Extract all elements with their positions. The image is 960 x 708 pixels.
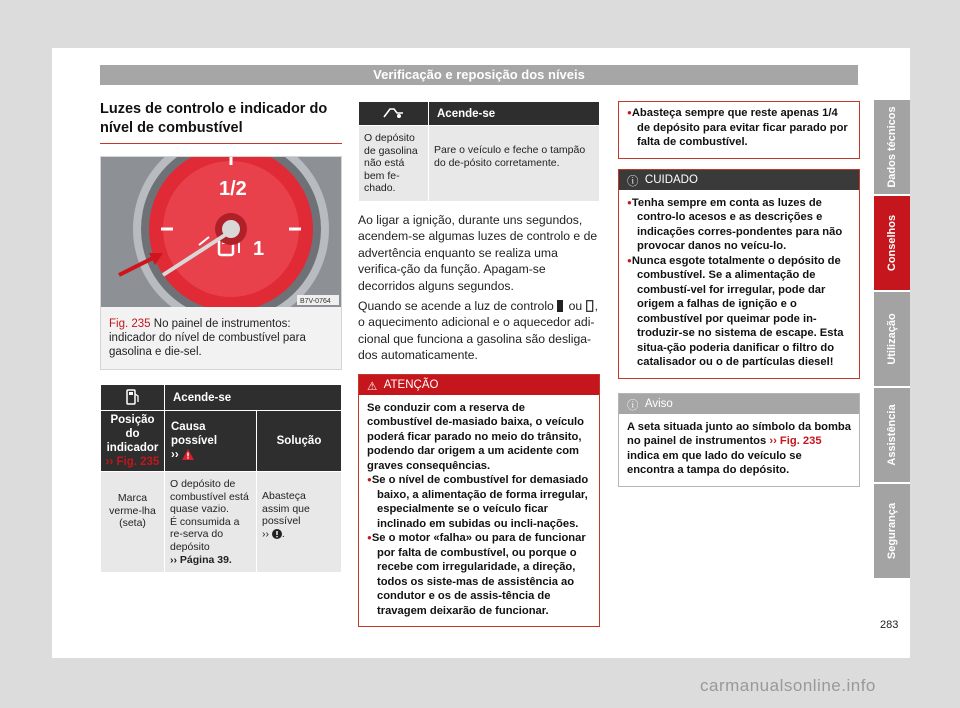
warning-intro: Se conduzir com a reserva de combustível de-masiado baixa, o veículo poderá ficar parado no meio do trânsito, podendo dar origem a um acidente com graves consequências. [367, 401, 584, 472]
col-header-cause-ref: ›› [171, 448, 250, 462]
caution-box [618, 169, 860, 379]
right-column [618, 101, 860, 487]
col-header-position [101, 411, 165, 472]
warning-box-title: ATENÇÃO [383, 378, 439, 391]
gauge-full-label: 1 [253, 238, 265, 260]
fuel-pump-outline-icon [586, 300, 595, 312]
fuel-pump-solid-icon [557, 300, 565, 312]
body-paragraph-1: Ao ligar a ignição, durante uns segundos, acendem-se algumas luzes de controlo e de advertência enquanto se realiza uma verifica-ção da função. Apagam-se decorridos alguns segundos. [358, 212, 598, 293]
cap-table-header: Acende-se [429, 102, 600, 126]
caution-bullet-2: ● Nunca esgote totalmente o depósito de combustível. Se a alimentação de combustí-vel for irregular, pode dar origem a falhas de ignição e o combustível por queimar pode in-troduzir-se no sistema de escape. Esta situa-ção poderia danificar o filtro do catalisador ou o de partículas diesel! [627, 254, 851, 370]
body-paragraph-2-or: ou [568, 299, 583, 313]
caution-box-title: CUIDADO [644, 173, 698, 186]
body-paragraph-2 [358, 298, 600, 364]
note-text-end: indica em que lado do veículo se encontra a tampa do depósito. [627, 449, 802, 476]
figure-label: Fig. 235 [109, 318, 151, 330]
warning-box-header [359, 375, 599, 395]
col-header-position-ref[interactable]: ›› Fig. 235 [105, 456, 160, 468]
tab-seguranca[interactable]: Segurança [874, 484, 910, 578]
note-figure-ref[interactable]: ›› Fig. 235 [769, 435, 822, 447]
gauge-half-label: 1/2 [219, 178, 247, 200]
caution-icon: ⓘ [627, 175, 639, 188]
fuel-gauge-image [101, 157, 341, 307]
cap-table [358, 101, 600, 202]
tab-assistencia[interactable]: Assistência [874, 388, 910, 482]
col-header-position-text: Posição do indicador [106, 414, 159, 454]
middle-column [358, 101, 600, 627]
cell-cause-text: O depósito de combustível está quase vazio. [170, 478, 249, 516]
figure-caption [101, 307, 341, 369]
note-box-body [619, 414, 859, 486]
note-box-header [619, 394, 859, 414]
tab-utilizacao[interactable]: Utilização [874, 292, 910, 386]
col-header-cause [165, 411, 257, 472]
warning-box-body [359, 395, 599, 627]
warning-bullet-2: ● Se o motor «falha» ou para de funcionar por falta de combustível, ou porque o recebe com irregularidade, a direção, todos os siste-mas de assistência ao condutor e os de assis-tência de travagem deixarão de funcionar. [367, 531, 591, 618]
tip-box-body [619, 102, 859, 158]
warning-triangle-icon: ⚠ [367, 380, 378, 393]
body-paragraph-2-end: , o aquecimento adicional e o aquecedor adi-cional que funciona a gasolina são desliga-dos automaticamente. [358, 299, 598, 363]
note-box [618, 393, 860, 487]
cell-solution-text: Abasteça assim que possível [262, 490, 310, 528]
cell-solution [257, 472, 342, 573]
cell-cause-reserve: É consumida a re-serva do depósito [170, 515, 240, 553]
cell-solution-ref: ›› . [262, 527, 285, 540]
fuel-cap-icon [383, 107, 405, 119]
warning-bullet-1: ● Se o nível de combustível for demasiado baixo, a alimentação de forma irregular, especialmente se o veículo ficar inclinado em subidas ou incli-nações. [367, 473, 591, 531]
note-box-title: Aviso [644, 397, 673, 410]
warning-icon [182, 449, 194, 460]
cell-position: Marca verme-lha (seta) [101, 472, 165, 573]
watermark: carmanualsonline.info [700, 676, 876, 695]
figure-caption-text: No painel de instrumentos: indicador do nível de combustível para gasolina e die-sel. [109, 318, 306, 358]
table-icon-cell [101, 385, 165, 411]
figure [100, 156, 342, 370]
table-header-label: Acende-se [165, 385, 342, 411]
tip-box [618, 101, 860, 159]
cap-table-cell-solution: Pare o veículo e feche o tampão do de-pósito corretamente. [429, 126, 600, 202]
indicator-table [100, 384, 342, 573]
fuel-pump-icon [126, 389, 140, 405]
col-header-solution: Solução [257, 411, 342, 472]
info-icon [272, 529, 282, 539]
tab-conselhos[interactable]: Conselhos [874, 196, 910, 290]
cap-table-cell-cause: O depósito de gasolina não está bem fe-chado. [359, 126, 429, 202]
chapter-header: Verificação e reposição dos níveis [100, 65, 858, 85]
cell-cause-ref[interactable]: ›› Página 39. [170, 553, 232, 566]
col-header-cause-text: Causa possível [171, 421, 218, 447]
caution-bullet-1: ● Tenha sempre em conta as luzes de contro-lo acesos e as descrições e indicações corres-pondentes para não provocar danos no veícu-lo. [627, 196, 851, 254]
caution-box-body [619, 190, 859, 378]
body-paragraph-2-start: Quando se acende a luz de controlo [358, 299, 554, 313]
warning-box [358, 374, 600, 628]
tab-dados-tecnicos[interactable]: Dados técnicos [874, 100, 910, 194]
section-title: Luzes de controlo e indicador do nível de combustível [100, 96, 342, 144]
caution-box-header [619, 170, 859, 190]
page-number: 283 [880, 619, 899, 631]
note-icon: ⓘ [627, 399, 639, 412]
figure-code: B7V-0764 [300, 298, 331, 305]
tip-text: ● Abasteça sempre que reste apenas 1/4 de depósito para evitar ficar parado por falta de combustível. [627, 106, 851, 150]
left-column [100, 96, 342, 573]
cell-cause [165, 472, 257, 573]
note-text-start: A seta situada junto ao símbolo da bomba no painel de instrumentos [627, 420, 851, 447]
cap-table-icon-cell [359, 102, 429, 126]
